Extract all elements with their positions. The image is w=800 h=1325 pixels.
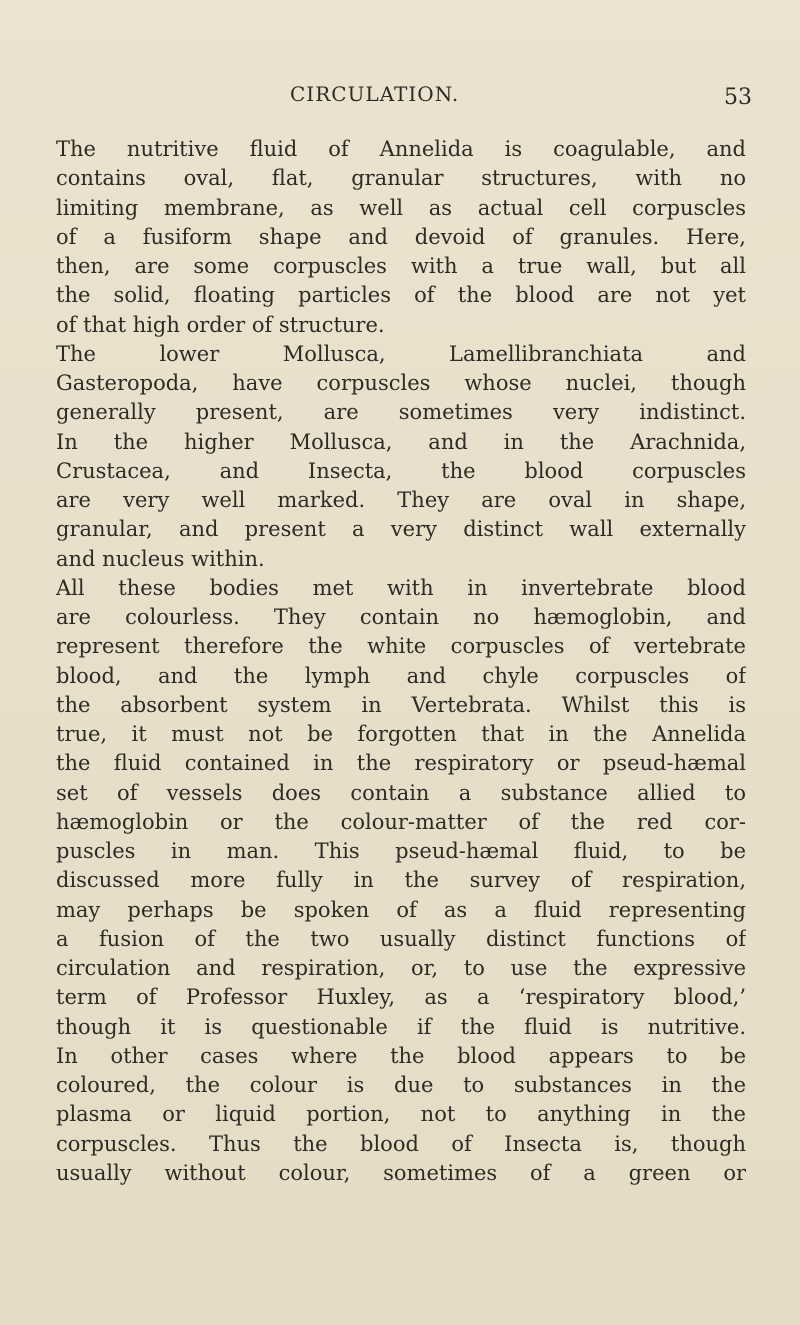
text-line: discussed more fully in the survey of respiration, [56, 868, 746, 893]
text-line: blood, and the lymph and chyle corpuscles of [56, 663, 746, 688]
text-line: of that high order of structure. [56, 312, 385, 337]
text-line: the solid, floating particles of the blood are not yet [56, 283, 746, 308]
text-line: contains oval, flat, granular structures, with no [56, 166, 746, 191]
text-line: The nutritive fluid of Annelida is coagulable, and [56, 137, 746, 161]
text-line: hæmoglobin or the colour-matter of the red cor- [56, 809, 746, 834]
text-line: though it is questionable if the fluid is nutritive. [56, 1014, 746, 1039]
text-line: coloured, the colour is due to substances in the [56, 1073, 746, 1097]
text-line: may perhaps be spoken of as a fluid representing [56, 897, 746, 922]
text-line: limiting membrane, as well as actual cell corpuscles [56, 195, 746, 220]
text-line: the fluid contained in the respiratory or pseud-hæmal [56, 751, 746, 776]
text-line: plasma or liquid portion, not to anything in the [56, 1102, 746, 1127]
text-line: granular, and present a very distinct wall externally [56, 517, 746, 542]
text-line: and nucleus within. [56, 546, 265, 571]
text-line: then, are some corpuscles with a true wall, but all [56, 254, 746, 278]
text-line: All these bodies met with in invertebrate blood [56, 575, 746, 600]
page-number: 53 [724, 85, 752, 110]
running-head [0, 82, 800, 112]
text-line: In other cases where the blood appears to be [56, 1043, 746, 1068]
text-line: term of Professor Huxley, as a ‘respiratory blood,’ [56, 985, 746, 1010]
text-line: a fusion of the two usually distinct functions of [56, 926, 746, 951]
text-line: set of vessels does contain a substance allied to [56, 780, 746, 805]
running-title: CIRCULATION. [290, 82, 460, 106]
text-line: The lower Mollusca, Lamellibranchiata and [56, 341, 746, 366]
text-line: represent therefore the white corpuscles of vertebrate [56, 634, 746, 659]
text-line: are very well marked. They are oval in shape, [56, 488, 746, 512]
text-line: corpuscles. Thus the blood of Insecta is, though [56, 1131, 746, 1156]
text-line: of a fusiform shape and devoid of granules. Here, [56, 224, 746, 249]
text-line: true, it must not be forgotten that in the Annelida [56, 722, 746, 746]
text-line: are colourless. They contain no hæmoglobin, and [56, 605, 746, 629]
text-line: generally present, are sometimes very indistinct. [56, 400, 746, 425]
text-line: In the higher Mollusca, and in the Arachnida, [56, 429, 746, 454]
text-line: Crustacea, and Insecta, the blood corpuscles [56, 458, 746, 483]
text-line: Gasteropoda, have corpuscles whose nuclei, though [56, 371, 746, 395]
text-line: circulation and respiration, or, to use the expressive [56, 956, 746, 980]
text-line: puscles in man. This pseud-hæmal fluid, to be [56, 839, 746, 863]
text-line: usually without colour, sometimes of a green or [56, 1160, 746, 1185]
text-line: the absorbent system in Vertebrata. Whilst this is [56, 692, 746, 717]
body-text [56, 135, 746, 1188]
